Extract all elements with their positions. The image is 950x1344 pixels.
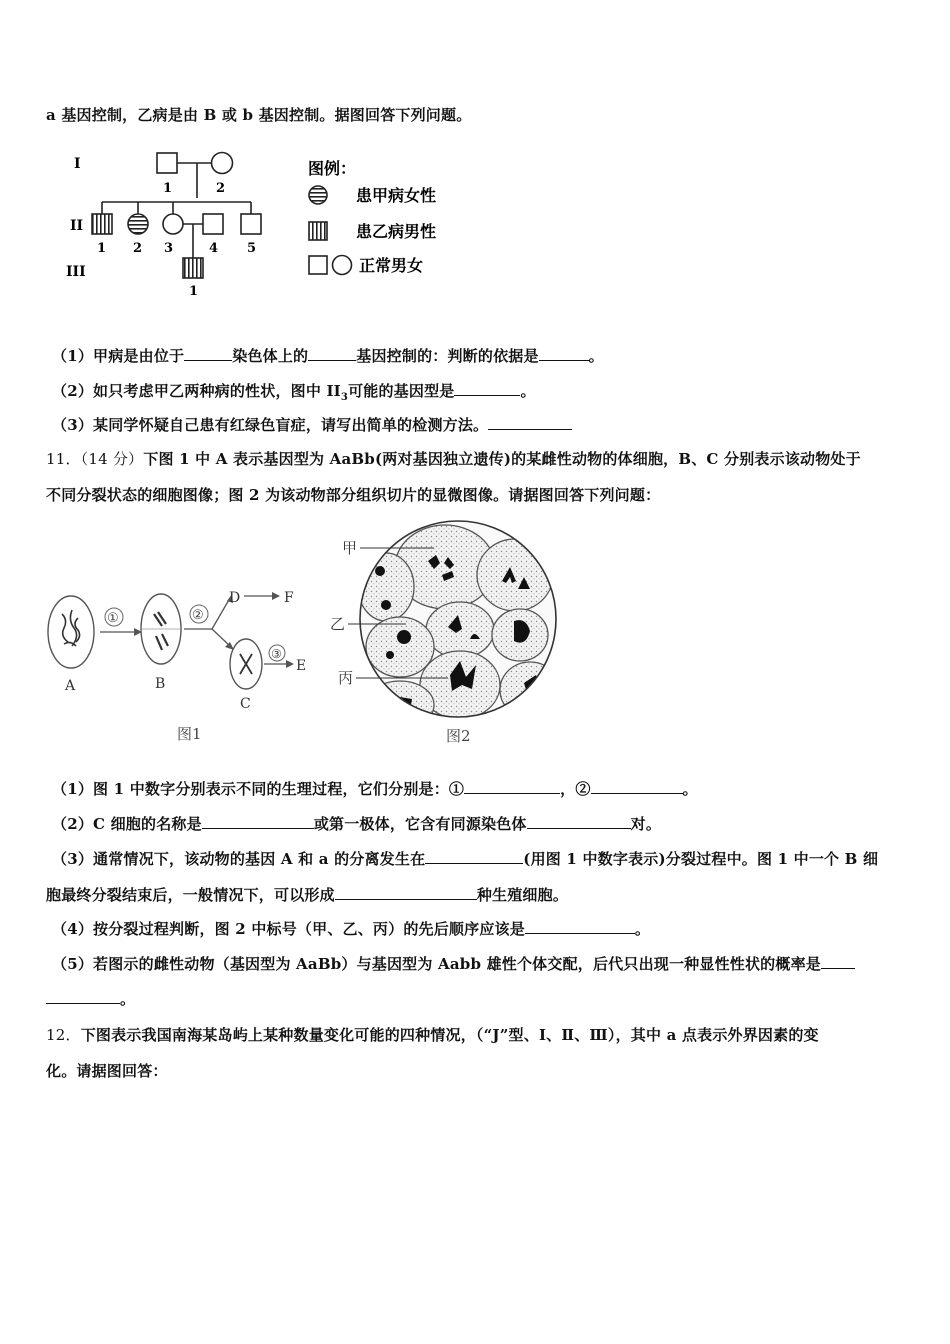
step-label: ② — [192, 608, 204, 623]
cell-a — [48, 596, 94, 668]
output-label: D — [229, 590, 241, 606]
answer-blank[interactable] — [539, 346, 589, 361]
answer-blank[interactable] — [184, 346, 232, 361]
cell-label: C — [240, 696, 251, 712]
fig2-label: 甲 — [342, 539, 358, 557]
legend-normal-male — [309, 256, 327, 274]
answer-blank[interactable] — [425, 849, 523, 864]
q11-sub5: （5）若图示的雌性动物（基因型为 AaBb）与基因型为 Aabb 雄性个体交配，后代只出现一种显性性状的概率是 — [52, 953, 855, 974]
q10-sub3: （3）某同学怀疑自己患有红绿色盲症，请写出简单的检测方法。 — [52, 414, 572, 435]
gen1-male-1 — [157, 153, 177, 173]
gen2-male-5 — [241, 214, 261, 234]
figure-1-cell-division — [44, 584, 314, 744]
q11-sub5-cont: 。 — [46, 988, 135, 1009]
q11-sub3-cont: 胞最终分裂结束后，一般情况下，可以形成 种生殖细胞。 — [46, 886, 569, 904]
step-label: ③ — [271, 647, 282, 661]
answer-blank[interactable] — [308, 346, 356, 361]
gen1-label: 2 — [216, 181, 226, 196]
gen2-female-3 — [163, 214, 183, 234]
gen1-female-2 — [212, 153, 233, 174]
gen3-label: 1 — [189, 284, 199, 299]
intro-text: a 基因控制，乙病是由 B 或 b 基因控制。据图回答下列问题。 — [46, 106, 472, 124]
legend-normal-female — [333, 256, 352, 275]
q11-stem-line2: 不同分裂状态的细胞图像；图 2 为该动物部分组织切片的显微图像。请据图回答下列问题： — [46, 486, 661, 504]
gen-label: II — [70, 218, 84, 234]
q11-sub4: （4）按分裂过程判断，图 2 中标号（甲、乙、丙）的先后顺序应该是 。 — [52, 920, 651, 938]
output-label: E — [296, 658, 307, 674]
figure-2-micrograph — [330, 515, 560, 747]
gen2-label: 2 — [133, 241, 143, 256]
gen-label: I — [74, 156, 81, 172]
answer-blank[interactable] — [488, 415, 572, 430]
answer-blank[interactable] — [527, 814, 631, 829]
answer-blank[interactable] — [454, 381, 520, 396]
q11-sub3: （3）通常情况下，该动物的基因 A 和 a 的分离发生在 (用图 1 中数字表示)分裂过程中。图 1 中一个 B 细 — [52, 850, 879, 868]
answer-blank[interactable] — [464, 779, 560, 794]
q11-sub1: （1）图 1 中数字分别表示不同的生理过程，它们分别是：① ，② 。 — [52, 780, 698, 798]
answer-blank[interactable] — [591, 779, 683, 794]
pedigree-chart — [60, 140, 480, 310]
q10-sub1: （1）甲病是由位于 染色体上的 基因控制的：判断的依据是 。 — [52, 347, 604, 365]
q10-sub2: （2）如只考虑甲乙两种病的性状，图中 $II_3$可能的基因型是 。 — [52, 382, 536, 403]
gen3-male-1 — [183, 258, 203, 278]
gen2-label: 3 — [164, 241, 174, 256]
gen-label: III — [66, 264, 86, 280]
answer-blank[interactable] — [335, 885, 477, 900]
fig2-label: 丙 — [338, 669, 354, 687]
fig2-label: 乙 — [330, 615, 346, 633]
q12-stem-line2: 化。请据图回答： — [46, 1062, 168, 1080]
gen2-male-4 — [203, 214, 223, 234]
cell-label: B — [155, 676, 166, 692]
legend-item: 患乙病男性 — [356, 222, 437, 241]
gen2-label: 1 — [97, 241, 107, 256]
legend-affected-female-a — [309, 186, 327, 204]
gen2-label: 4 — [209, 241, 219, 256]
legend-affected-male-b — [309, 222, 327, 240]
gen2-label: 5 — [247, 241, 257, 256]
gen2-female-2 — [128, 214, 148, 234]
cell-label: A — [65, 678, 76, 694]
legend-item: 正常男女 — [359, 256, 424, 275]
figure-caption: 图2 — [446, 727, 471, 745]
output-label: F — [284, 590, 294, 606]
gen2-male-1 — [92, 214, 112, 234]
gen1-label: 1 — [163, 181, 173, 196]
step-label: ① — [107, 611, 119, 626]
legend-item: 患甲病女性 — [356, 186, 437, 205]
figure-caption: 图1 — [177, 725, 202, 743]
q11-stem-line1: 11．（14 分）下图 1 中 A 表示基因型为 AaBb(两对基因独立遗传)的某雌性动物的体细胞，B、C 分别表示该动物处于 — [46, 450, 861, 468]
answer-blank[interactable] — [821, 954, 855, 969]
answer-blank[interactable] — [202, 814, 314, 829]
answer-blank[interactable] — [46, 989, 120, 1004]
q11-sub2: （2）C 细胞的名称是 或第一极体，它含有同源染色体 对。 — [52, 815, 662, 833]
legend-title: 图例： — [308, 159, 357, 178]
answer-blank[interactable] — [525, 919, 635, 934]
q12-stem-line1: 12．下图表示我国南海某岛屿上某种数量变化可能的四种情况，（“J”型、Ⅰ、Ⅱ、Ⅲ），其中 a 点表示外界因素的变 — [46, 1026, 819, 1044]
